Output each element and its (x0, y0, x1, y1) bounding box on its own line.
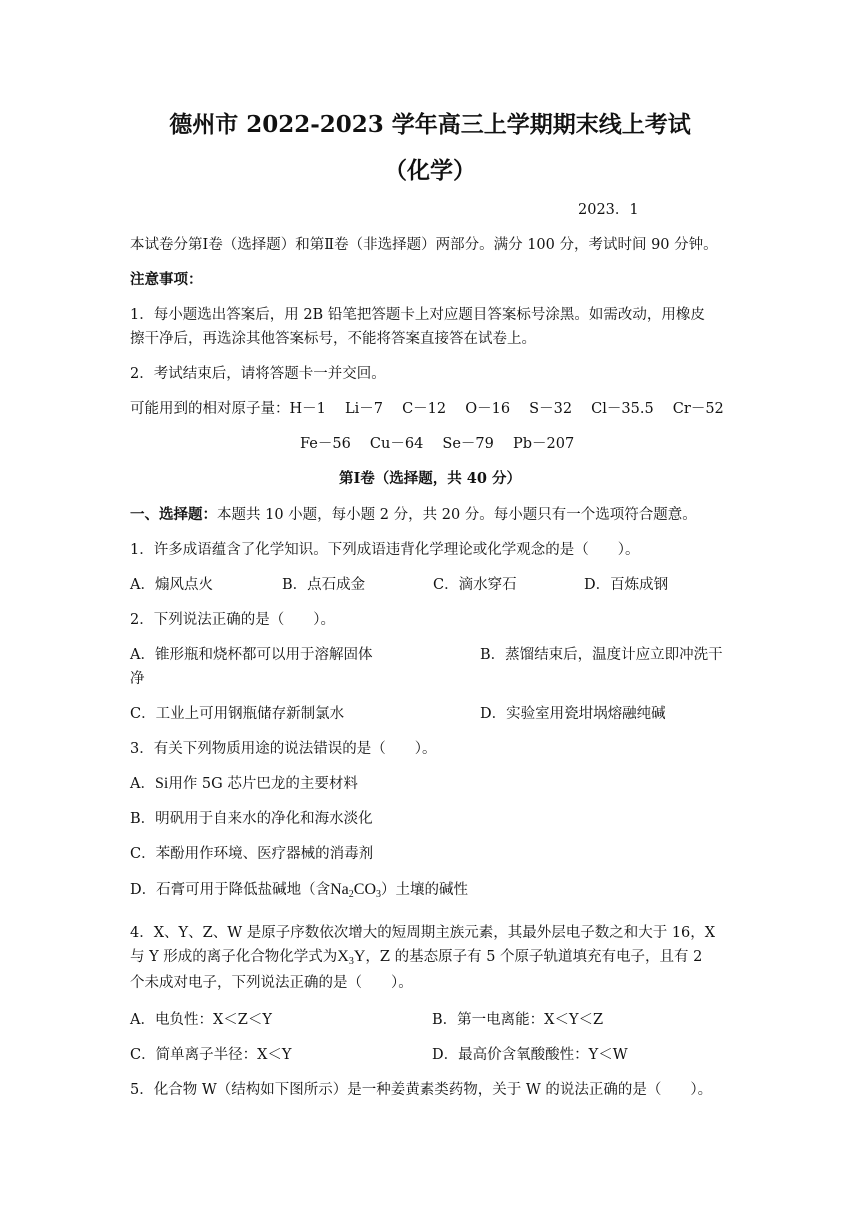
q3-option-a-label: A． (130, 776, 155, 792)
q3-option-a (130, 774, 730, 794)
formula-na: Na (330, 881, 349, 898)
formula-x: X (337, 948, 349, 965)
atomic-mass-line-1: 可能用到的相对原子量：H－1 Li－7 C－12 O－16 S－32 Cl－35.5 Cr－52 (130, 401, 724, 417)
q4-stem-line-2 (130, 947, 730, 967)
note-1-line-1: 1．每小题选出答案后，用 2B 铅笔把答题卡上对应题目答案标号涂黑。如需改动，用橡皮 (130, 307, 705, 323)
q3-option-d (130, 880, 730, 900)
q1-stem: 1．许多成语蕴含了化学知识。下列成语违背化学理论或化学观念的是（ ）。 (130, 542, 640, 558)
q4-formula-x3y (337, 948, 365, 965)
q2-stem: 2．下列说法正确的是（ ）。 (130, 612, 335, 628)
q2-option-a: A．锥形瓶和烧杯都可以用于溶解固体 (130, 647, 373, 663)
q3-option-d-text-post: ）土壤的碱性 (381, 882, 469, 898)
note-2: 2．考试结束后，请将答题卡一并交回。 (130, 366, 386, 382)
q3-stem: 3．有关下列物质用途的说法错误的是（ ）。 (130, 741, 437, 757)
q4-option-c: C．简单离子半径：X＜Y (130, 1047, 292, 1063)
q2-option-d: D．实验室用瓷坩埚熔融纯碱 (480, 706, 666, 722)
part-1-label: 一、选择题： (130, 506, 217, 523)
q4-line-2-post: ，Z 的基态原子有 5 个原子轨道填充有电子，且有 2 (365, 949, 703, 965)
part-1-text: 本题共 10 小题，每小题 2 分，共 20 分。每小题只有一个选项符合题意。 (217, 507, 697, 523)
q1-option-d: D．百炼成钢 (584, 577, 669, 593)
q1-option-a: A．煽风点火 (130, 577, 213, 593)
q4-stem-line-3: 个未成对电子，下列说法正确的是（ ）。 (130, 975, 413, 991)
q3-formula-si: Si (154, 775, 169, 792)
q4-option-a: A．电负性：X＜Z＜Y (130, 1012, 272, 1028)
q5-stem: 5．化合物 W（结构如下图所示）是一种姜黄素类药物，关于 W 的说法正确的是（ ）。 (130, 1082, 713, 1098)
q3-option-d-text-pre: D．石膏可用于降低盐碱地（含 (130, 882, 331, 898)
q3-option-c: C．苯酚用作环境、医疗器械的消毒剂 (130, 846, 374, 862)
formula-co: CO (353, 881, 377, 898)
q2-option-c: C．工业上可用钢瓶储存新制氯水 (130, 706, 345, 722)
section-1-heading: 第Ⅰ卷（选择题，共 40 分） (338, 470, 522, 487)
formula-y: Y (353, 948, 366, 965)
formula-sub-3: 3 (376, 889, 382, 900)
q1-option-c: C．滴水穿石 (433, 577, 517, 593)
q4-line-2-pre: 与 Y 形成的离子化合物化学式为 (130, 949, 338, 965)
q2-option-b-continued: 净 (130, 671, 145, 687)
intro-text: 本试卷分第Ⅰ卷（选择题）和第Ⅱ卷（非选择题）两部分。满分 100 分，考试时间 90 分钟。 (130, 237, 718, 253)
exam-date: 2023．1 (578, 202, 639, 218)
formula-sub-3: 3 (348, 956, 354, 967)
q3-option-a-text: 用作 5G 芯片巴龙的主要材料 (168, 776, 358, 792)
formula-sub-2: 2 (348, 889, 354, 900)
notes-heading: 注意事项： (130, 271, 203, 288)
exam-subject: （化学） (384, 157, 476, 184)
note-1-line-2: 擦干净后，再选涂其他答案标号，不能将答案直接答在试卷上。 (130, 331, 536, 347)
q4-option-b: B．第一电离能：X＜Y＜Z (432, 1012, 604, 1028)
q2-option-b: B．蒸馏结束后，温度计应立即冲洗干 (480, 647, 723, 663)
q4-option-d: D．最高价含氧酸酸性：Y＜W (432, 1047, 628, 1063)
q4-stem-line-1: 4．X、Y、Z、W 是原子序数依次增大的短周期主族元素，其最外层电子数之和大于 16，X (130, 925, 716, 941)
part-1-instructions (130, 505, 730, 525)
atomic-mass-line-2: Fe－56 Cu－64 Se－79 Pb－207 (300, 436, 575, 452)
exam-title: 德州市 2022-2023 学年高三上学期期末线上考试 (169, 111, 691, 138)
q1-option-b: B．点石成金 (282, 577, 366, 593)
q3-formula-na2co3 (330, 881, 381, 898)
q3-option-b: B．明矾用于自来水的净化和海水淡化 (130, 811, 373, 827)
